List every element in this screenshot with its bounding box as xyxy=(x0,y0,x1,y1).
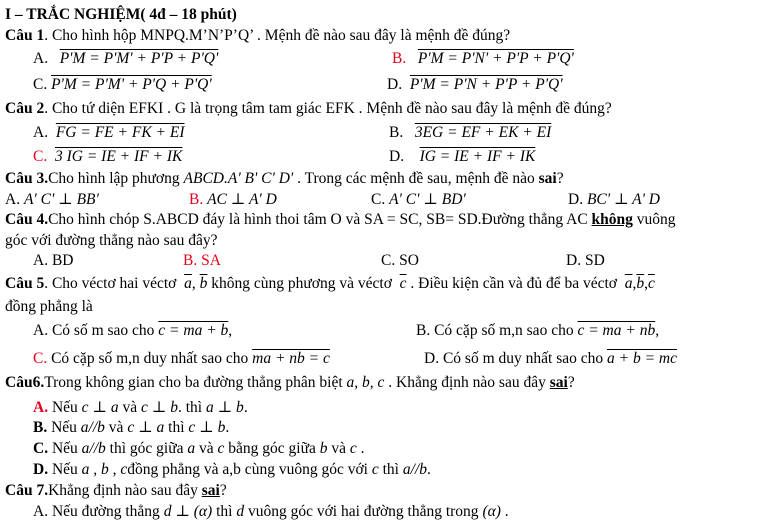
question-1 xyxy=(5,26,510,46)
question-label: Câu 5 xyxy=(5,275,45,292)
question-label: Câu 4. xyxy=(5,211,49,228)
q1-option-d[interactable]: D. P'M = P'N + P'P + P'Q' xyxy=(387,76,563,93)
q7-option-a[interactable]: A. Nếu đường thẳng d ⊥ (α) thì d vuông góc với hai đường thẳng trong (α) . xyxy=(33,503,509,520)
q2-option-d[interactable]: D. IG = IE + IF + IK xyxy=(389,148,536,165)
question-7: Câu 7.Khẳng định nào sau đây sai? xyxy=(5,482,227,499)
question-label: Câu 2 xyxy=(5,100,45,117)
question-text: . Cho hình hộp MNPQ.M’N’P’Q’ . Mệnh đề nào sau đây là mệnh đề đúng? xyxy=(44,27,511,44)
question-5-line2: đồng phẳng là xyxy=(5,298,93,315)
q1-option-b[interactable]: B. P'M = P'N' + P'P + P'Q' xyxy=(392,50,574,67)
q2-option-c[interactable]: C. 3 IG = IE + IF + IK xyxy=(33,148,183,165)
q4-option-b[interactable]: B. SA xyxy=(183,252,221,269)
q3-option-b[interactable]: B. AC ⊥ A' D xyxy=(189,191,277,208)
q3-option-a[interactable]: A. A' C' ⊥ BB' xyxy=(5,191,99,208)
q2-option-a[interactable]: A. FG = FE + FK + EI xyxy=(33,124,185,141)
question-2 xyxy=(5,99,612,119)
q1-option-a[interactable]: A. P'M = P'M' + P'P + P'Q' xyxy=(33,50,219,67)
question-3: Câu 3.Cho hình lập phương ABCD.A' B' C' D' . Trong các mệnh đề sau, mệnh đề nào sai? xyxy=(5,170,564,187)
question-6: Câu6.Trong không gian cho ba đường thẳng phân biệt a, b, c . Khẳng định nào sau đây sai? xyxy=(5,374,575,391)
q6-option-c[interactable]: C. Nếu a//b thì góc giữa a và c bằng góc giữa b và c . xyxy=(33,440,365,457)
question-4-line2: góc với đường thẳng nào sau đây? xyxy=(5,232,218,249)
question-text: . Cho tứ diện EFKI . G là trọng tâm tam giác EFK . Mệnh đề nào sau đây là mệnh đề đúng? xyxy=(44,100,612,117)
q4-option-d[interactable]: D. SD xyxy=(566,252,605,269)
q5-option-c[interactable]: C. Có cặp số m,n duy nhất sao cho ma + nb = c xyxy=(33,350,330,367)
q5-option-b[interactable]: B. Có cặp số m,n sao cho c = ma + nb, xyxy=(416,322,660,339)
q5-option-d[interactable]: D. Có số m duy nhất sao cho a + b = mc xyxy=(424,350,677,367)
question-5: Câu 5. Cho véctơ hai véctơ $\overline{a}$, $\overline{b}$ không cùng phương và véctơ $\overline{c}$ . Điều kiện cần và đủ để ba véctơ $\overline{a},\overline{b},\overline{c}$ xyxy=(5,275,655,292)
q6-option-d[interactable]: D. Nếu a , b , cđồng phẳng và a,b cùng vuông góc với c thì a//b. xyxy=(33,461,431,478)
section-title: I – TRẮC NGHIỆM( 4đ – 18 phút) xyxy=(5,6,237,23)
q2-option-b[interactable]: B. 3EG = EF + EK + EI xyxy=(389,124,552,141)
q6-option-b[interactable]: B. Nếu a//b và c ⊥ a thì c ⊥ b. xyxy=(33,419,230,436)
question-label: Câu 7. xyxy=(5,482,49,499)
q4-option-a[interactable]: A. BD xyxy=(33,252,74,269)
question-label: Câu 1 xyxy=(5,27,45,44)
question-label: Câu6. xyxy=(5,374,45,391)
q1-option-c[interactable]: C. P'M = P'M' + P'Q + P'Q' xyxy=(33,76,212,93)
q3-option-d[interactable]: D. BC' ⊥ A' D xyxy=(568,191,660,208)
q4-option-c[interactable]: C. SO xyxy=(381,252,419,269)
q6-option-a[interactable]: A. Nếu c ⊥ a và c ⊥ b. thì a ⊥ b. xyxy=(33,399,248,416)
question-label: Câu 3. xyxy=(5,170,49,187)
q5-option-a[interactable]: A. Có số m sao cho c = ma + b, xyxy=(33,322,233,339)
question-4: Câu 4.Cho hình chóp S.ABCD đáy là hình thoi tâm O và SA = SC, SB= SD.Đường thẳng AC không vuông xyxy=(5,211,676,228)
q3-option-c[interactable]: C. A' C' ⊥ BD' xyxy=(371,191,466,208)
